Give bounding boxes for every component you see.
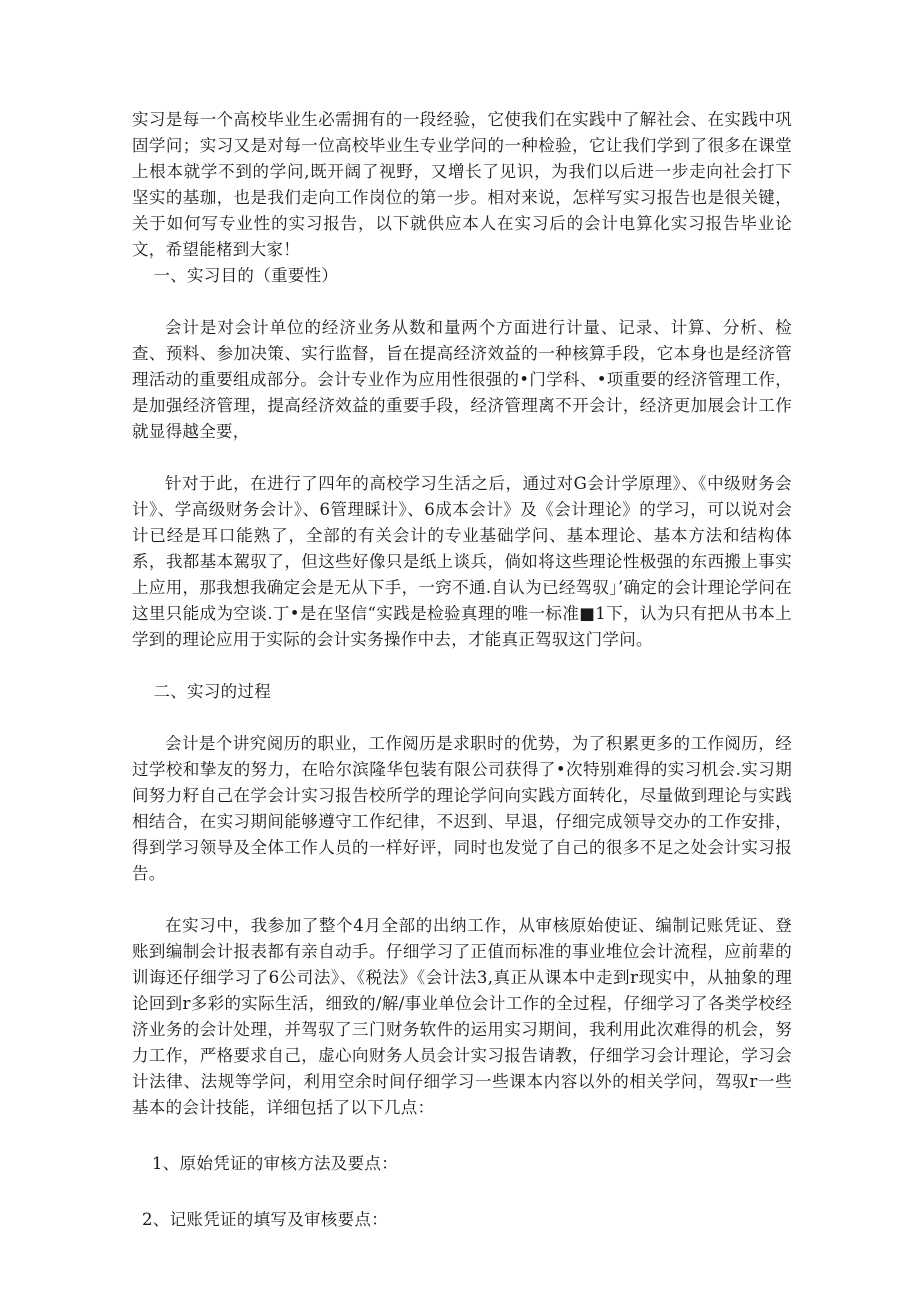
paragraph-accounting-definition: 会计是对会计单位的经济业务从数和量两个方面进行计量、记录、计算、分析、检查、预料、参加决策、实行监督，旨在提高经济效益的一种核算手段，它本身也是经济管理活动的重要组成部分。会计专业作为应用性很强的•门学科、•项重要的经济管理工作，是加强经济管理，提高经济效益的重要手段，经济管理离不开会计，经济更加展会计工作就显得越全要，: [132, 318, 792, 441]
list-item: 2、记账凭证的填写及审核要点：: [142, 1210, 388, 1229]
intro-paragraph: 实习是每一个高校毕业生必需拥有的一段经验，它使我们在实践中了解社会、在实践中巩固学问；实习又是对每一位高校毕业生专业学问的一种检验，它让我们学到了很多在课堂上根本就学不到的学问,既开阔了视野，又增长了见识，为我们以后进一步走向社会打下坚实的基珈，也是我们走向工作岗位的第一步。相对来说，怎样写实习报告也是很关键，关于如何写专业性的实习报告，以下就供应本人在实习后的会计电算化实习报告毕业论文，希望能楮到大家！: [132, 110, 792, 259]
paragraph-internship-opportunity: 会计是个讲究阅历的职业，工作阅历是求职时的优势，为了积累更多的工作阅历，经过学校和挚友的努力，在哈尔滨隆华包装有限公司获得了•次特别难得的实习机会.实习期间努力籽自己在学会计实习报告校所学的理论学问向实践方面转化，尽量做到理论与实践相结合，在实习期间能够遵守工作纪律，不迟到、早退，仔细完成领导交办的工作安排，得到学习领导及全体工作人员的一样好评，同时也发觉了自己的很多不足之处会计实习报告。: [132, 734, 792, 883]
paragraph-study-background: 针对于此，在进行了四年的高校学习生活之后，通过对G会计学原理》、《中级财务会计》、学高级财务会计》、6管理睬计》、6成本会计》及《会计理论》的学习，可以说对会计已经是耳口能熟了，全部的有关会计的专业基础学问、基本理论、基本方法和结构体系，我都基本駕驭了，但这些好像只是纸上谈兵，倘如将这些理论性极强的东西搬上事实上应用，那我想我确定会是无从下手，一窍不通.自认为已经驾驭」’确定的会计理论学问在这里只能成为空谈.丁•是在坚信“实践是检验真理的唯一标准■1下，认为只有把从书本上学到的理论应用于实际的会计实务操作中去，才能真正驾驭这门学问。: [132, 474, 792, 649]
document-body: [132, 107, 792, 1233]
section-heading-process: 二、实习的过程: [153, 682, 272, 701]
list-item: 1、原始凭证的审核方法及要点：: [152, 1154, 398, 1173]
section-heading-purpose: 一、实习目的（重要性）: [153, 266, 339, 285]
paragraph-internship-work: 在实习中，我参加了整个4月全部的出纳工作，从审核原始使证、编制记账凭证、登账到编制会计报表都有亲自动手。仔细学习了正值而标准的事业堆位会计流程，应前辈的训诲还仔细学习了6公司法》、《税法》《会计法3,真正从课本中走到r现实中，从抽象的理论回到r多彩的实际生活，细致的/解/事业单位会计工作的全过程，仔细学习了各类学校经济业务的会计处理，并驾驭了三门财务软件的运用实习期间，我利用此次难得的机会，努力工作，严格要求自己，虚心向财务人员会计实习报告请教，仔细学习会计理论，学习会计法律、法规等学问，利用空余时间仔细学习一些课本内容以外的相关学问，驾驭r一些基本的会计技能，详细包括了以下几点：: [132, 916, 792, 1117]
